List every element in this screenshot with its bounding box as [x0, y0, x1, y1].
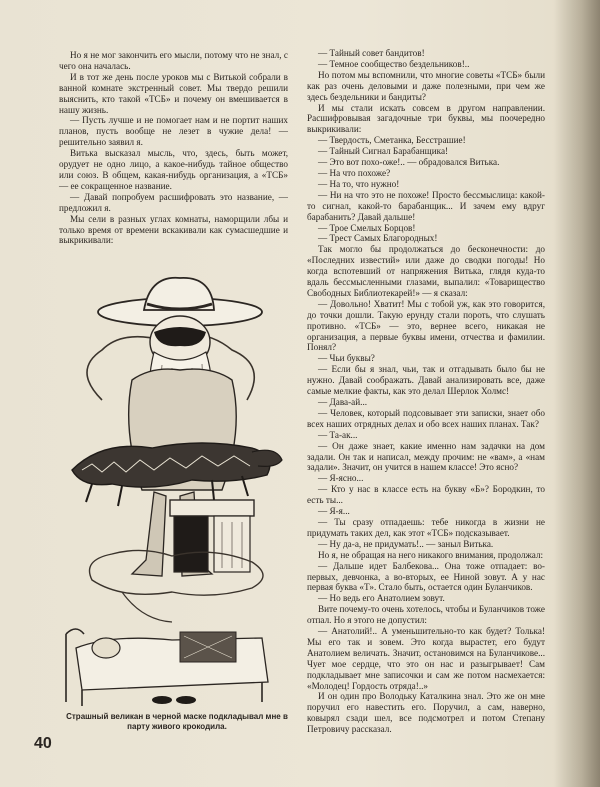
- paragraph: — Он даже знает, какие именно нам задачки на дом задали. Он так и написал, между прочим: не «вам», а «нам задали». Значит, он учится в нашем классе! Это ясно?: [307, 440, 545, 473]
- paragraph: — Ну да-а, не придумать!.. — заныл Витька.: [318, 538, 494, 549]
- paragraph: — Твердость, Сметанка, Бесстрашие!: [318, 135, 466, 146]
- paragraph: — Человек, который подсовывает эти записки, знает обо всех наших отрядных делах и обо всех наших планах. Так?: [307, 407, 545, 429]
- paragraph: — Я-я...: [318, 506, 350, 517]
- paragraph: Витька высказал мысль, что, здесь, быть может, орудует не одно лицо, а какое-нибудь тайное общество или союз. В общем, какая-нибудь организация, а «ТСБ» — ее сокращенное название.: [59, 148, 288, 191]
- paragraph: Но я не мог закончить его мысли, потому что не знал, с чего она началась.: [59, 50, 288, 71]
- paragraph: — Пусть лучше и не помогает нам и не портит наших планов, пусть вообще не лезет в чужие дела! — решительно заявил я.: [59, 115, 288, 148]
- paragraph: — Дава-ай...: [318, 397, 368, 407]
- paragraph: — Темное сообщество бездельников!..: [318, 58, 470, 69]
- paragraph: — Тайный совет бандитов!: [318, 48, 425, 58]
- paragraph: И в тот же день после уроков мы с Витькой собрали в ванной комнате экстренный совет. Мы твердо решили выяснить, кто такой «ТСБ» и почему он вмешивается в нашу жизнь.: [59, 71, 288, 115]
- paragraph: — Анатолий!.. А уменьшительно-то как будет? Толька! Мы его так и зовем. Это когда вырастет, его будут Анатолием величать. Значит, остановимся на Буланчикове... Чует мое сердце, что это он нас и разыгрывает! Сам подкладывает мне записочки и сам же потом насмехается: «Молодец! Гордость отряда!..»: [307, 626, 545, 691]
- left-text-column: [59, 50, 288, 246]
- page-binding-shadow: [554, 0, 600, 787]
- paragraph: — Трест Самых Благородных!: [318, 233, 438, 244]
- right-text-column: [307, 48, 545, 735]
- paragraph: — На то, что нужно!: [318, 178, 400, 189]
- paragraph: — Чьи буквы?: [318, 353, 375, 364]
- paragraph: — Но ведь его Анатолием зовут.: [318, 593, 445, 604]
- paragraph: — Тайный Сигнал Барабанщика!: [318, 146, 449, 157]
- paragraph: — Трое Смелых Борцов!: [318, 222, 416, 233]
- paragraph: — Довольно! Хватит! Мы с тобой уж, как это говорится, до точки дошли. Такую ерунду стали пороть, что слушать противно. «ТСБ» — это, вернее всего, никакая не организация, а первые буквы имени, отчества и фамилии. Понял?: [307, 298, 545, 353]
- illustration-giant-crocodile: [62, 270, 284, 710]
- paragraph: — Ты сразу отпадаешь: тебе никогда в жизни не придумать таких дел, как этот «ТСБ» подсказывает.: [307, 516, 545, 538]
- paragraph: — Дальше идет Балбекова... Она тоже отпадает: во-первых, девчонка, а во-вторых, ее Ниной зовут. А у нас первая буква «Т». Стало быть, остается один Буланчиков.: [307, 560, 545, 593]
- paragraph: — Это вот похо-оже!.. — обрадовался Витька.: [318, 157, 500, 168]
- paragraph: — Ни на что это не похоже! Просто бессмыслица: какой-то сигнал, какой-то барабанщик... И зачем ему вдруг барабанить? Давай дальше!: [307, 189, 545, 222]
- paragraph: Так могло бы продолжаться до бесконечности: до «Последних известий» или даже до сводки погоды! Но когда вспотевший от напряжения Витька, глядя куда-то вдаль бессмысленными глазами, выпалил: «Товарищество Свободных Библиотекарей!» — я сказал:: [307, 244, 545, 298]
- paragraph: Но я, не обращая на него никакого внимания, продолжал:: [318, 549, 544, 560]
- paragraph: Вите почему-то очень хотелось, чтобы и Буланчиков тоже отпал. Но я этого не допустил:: [307, 604, 545, 626]
- paragraph: И он один про Володьку Каталкина знал. Это же он мне поручил его навестить его. Поручил, а сам, наверно, ковырял сзади шел, все подсмотрел и потом Степану Петровичу рассказал.: [307, 691, 545, 735]
- paragraph: — Если бы я знал, чьи, так и отгадывать было бы не нужно. Давай соображать. Давай анализировать все, даже самые мелкие факты, как это делал Шерлок Холмс!: [307, 364, 545, 397]
- paragraph: — Та-ак...: [318, 429, 358, 440]
- paragraph: И мы стали искать совсем в другом направлении. Расшифровывая загадочные три буквы, мы поочередно выкрикивали:: [307, 102, 545, 135]
- paragraph: Но потом мы вспомнили, что многие советы «ТСБ» были как раз очень деловыми и даже полезными, при чем же здесь бездельники и бандиты?: [307, 69, 545, 102]
- paragraph: — Давай попробуем расшифровать это название, — предложил я.: [59, 191, 288, 213]
- paragraph: — Кто у нас в классе есть на букву «Б»? Бородкин, то есть ты...: [307, 484, 545, 506]
- paragraph: — На что похоже?: [318, 167, 391, 178]
- paragraph: — Я-ясно...: [318, 473, 364, 484]
- page-number: 40: [34, 735, 52, 752]
- paragraph: Мы сели в разных углах комнаты, наморщили лбы и только время от времени вскакивали как сумасшедшие и выкрикивали:: [59, 213, 288, 246]
- illustration-caption: Страшный великан в черной маске подкладывал мне в парту живого крокодила.: [66, 712, 288, 731]
